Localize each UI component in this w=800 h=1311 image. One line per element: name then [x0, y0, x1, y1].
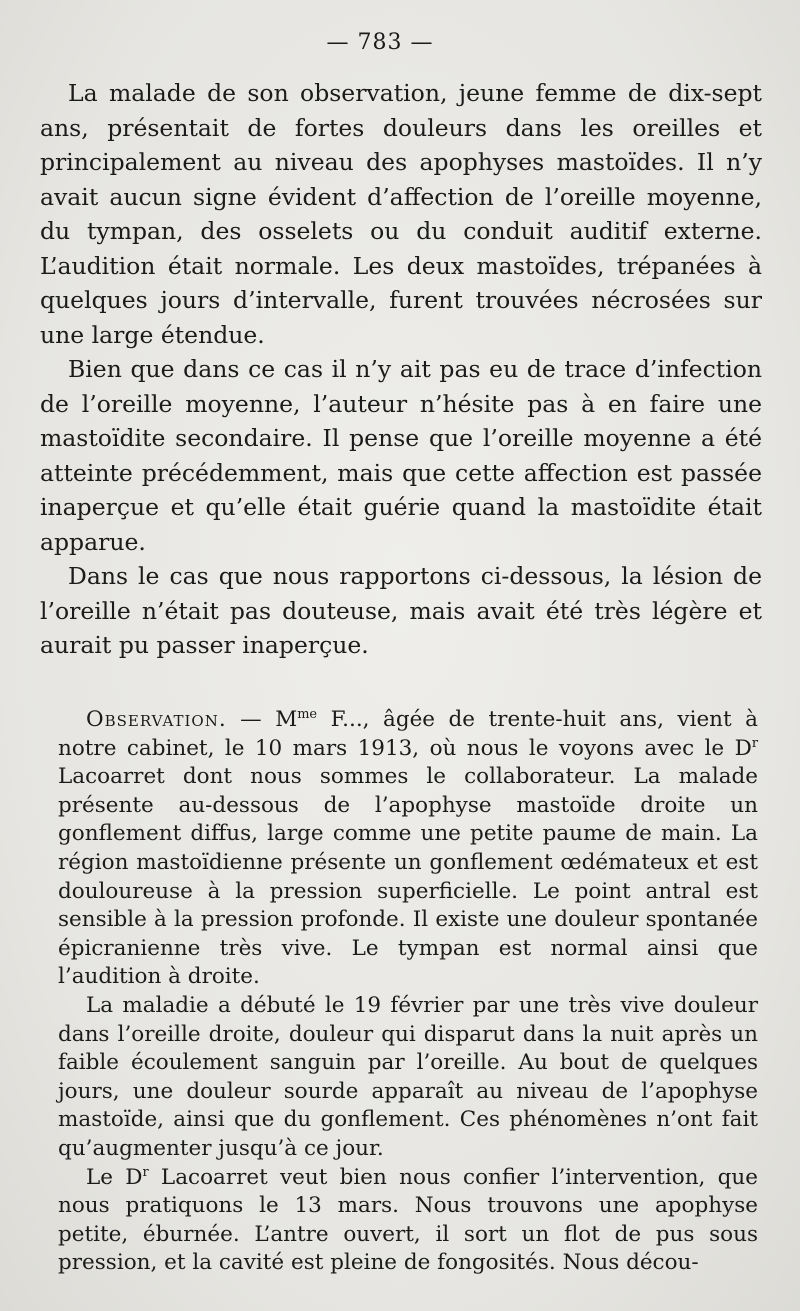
observation-text-3a: Le D — [86, 1164, 143, 1190]
observation-text-1b: Lacoarret dont nous sommes le collaborateur. La malade présente au-dessous de l’apophyse mastoïde droite un gonflement diffus, large comme une petite paume de main. La région mastoïdienne présente un gonflement œdémateux et est douloureuse à la pression superficielle. Le point antral est sensible à la pression profonde. Il existe une douleur spontanée épicranienne très vive. Le tympan est normal ainsi que l’audition à droite. — [58, 764, 758, 990]
intro-section — [40, 76, 762, 663]
intro-paragraph-2: Bien que dans ce cas il n’y ait pas eu de trace d’infection de l’oreille moyenne, l’auteur n’hésite pas à en faire une mastoïdite secondaire. Il pense que l’oreille moyenne a été atteinte précédemment, mais que cette affection est passée inaperçue et qu’elle était guérie quand la mastoïdite était apparue. — [40, 355, 762, 556]
page-number: — 783 — — [326, 30, 434, 55]
observation-heading: Observation. — [86, 707, 227, 732]
observation-paragraph-1: Observation. — $M^{me}$ F..., âgée de trente-huit ans, vient à notre cabinet, le 10 mars 1913, où nous le voyons avec le $D^r$ Lacoarret dont nous sommes le collaborateur. La malade présente au-dessous de l’apophyse mastoïde droite un gonflement diffus, large comme une petite paume de main. La région mastoïdienne présente un gonflement œdémateux et est douloureuse à la pression superficielle. Le point antral est sensible à la pression profonde. Il existe une douleur spontanée épicranienne très vive. Le tympan est normal ainsi que l’audition à droite. — [58, 706, 758, 990]
title-mme-superscript: me — [297, 706, 318, 722]
intro-paragraph-3: Dans le cas que nous rapportons ci-dessous, la lésion de l’oreille n’était pas douteuse, mais avait été très légère et aurait pu passer inaperçue. — [40, 562, 762, 659]
observation-text-3b: Lacoarret veut bien nous confier l’intervention, que nous pratiquons le 13 mars. Nous trouvons une apophyse petite, éburnée. L’antre ouvert, il sort un flot de pus sous pression, et la cavité est pleine de fongosités. Nous décou- — [58, 1164, 758, 1276]
intro-paragraph-1: La malade de son observation, jeune femme de dix-sept ans, présentait de fortes douleurs dans les oreilles et principalement au niveau des apophyses mastoïdes. Il n’y avait aucun signe évident d’affection de l’oreille moyenne, du tympan, des osselets ou du conduit auditif externe. L’audition était normale. Les deux mastoïdes, trépanées à quelques jours d’intervalle, furent trouvées nécrosées sur une large étendue. — [40, 79, 762, 349]
doctor-superscript-2: r — [142, 1164, 149, 1180]
observation-paragraph-3 — [58, 1164, 758, 1278]
observation-paragraph-2: La maladie a débuté le 19 février par une très vive douleur dans l’oreille droite, douleur qui disparut dans la nuit après un faible écoulement sanguin par l’oreille. Au bout de quelques jours, une douleur sourde apparaît au niveau de l’apophyse mastoïde, ainsi que du gonflement. Ces phénomènes n’ont fait qu’augmenter jusqu’à ce jour. — [58, 992, 758, 1161]
observation-text-1a: F..., âgée de trente-huit ans, vient à notre cabinet, le 10 mars 1913, où nous le voyons avec le D — [58, 707, 758, 761]
title-mme: M — [275, 707, 298, 732]
observation-section — [58, 706, 758, 1278]
doctor-superscript-1: r — [751, 735, 758, 751]
